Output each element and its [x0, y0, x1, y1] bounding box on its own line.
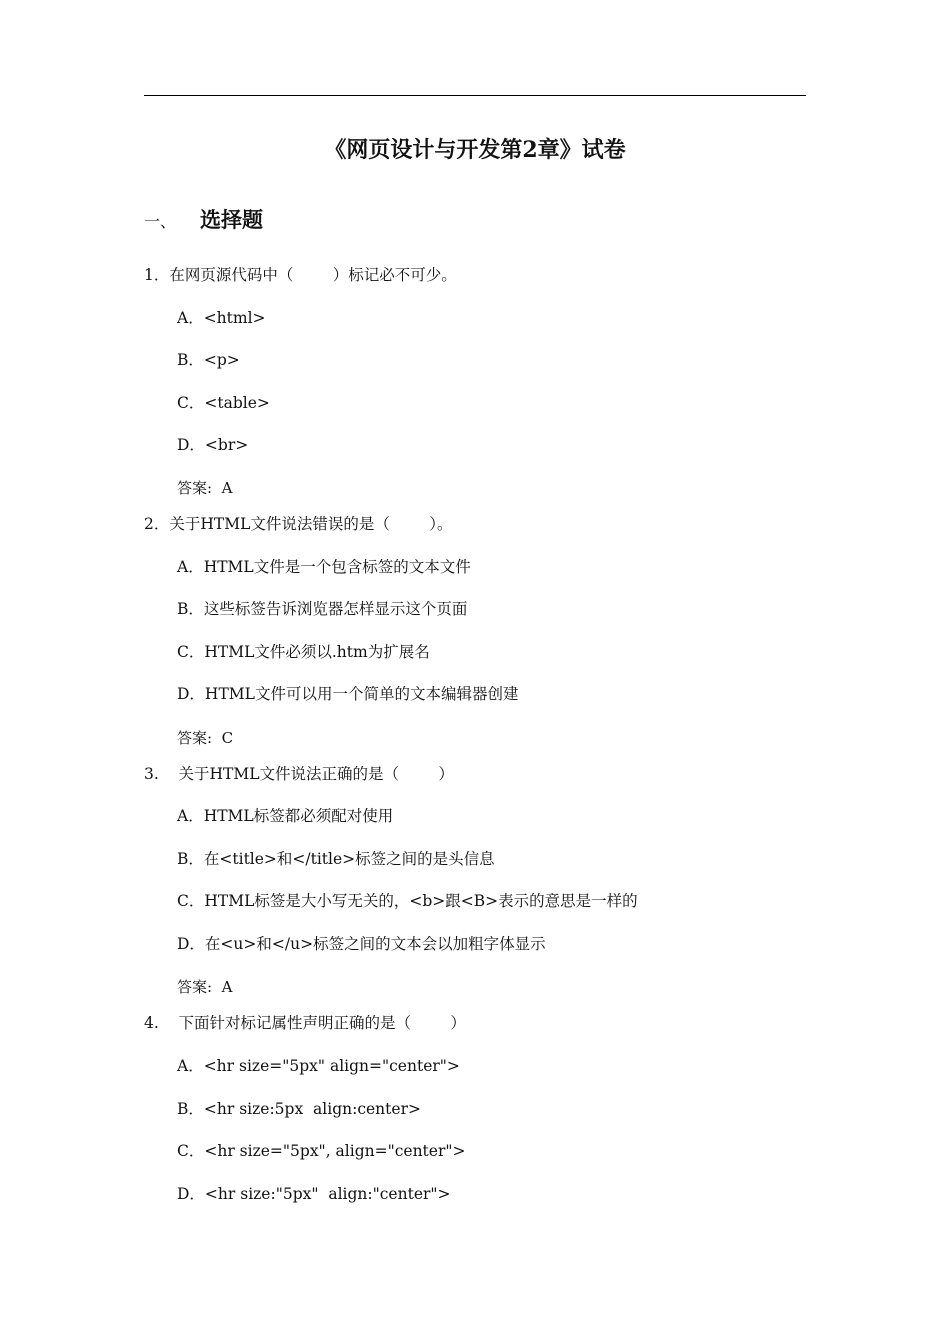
- question-answer: 答案: C: [177, 729, 234, 747]
- question-stem: 4. 下面针对标记属性声明正确的是（ ）: [144, 1014, 466, 1032]
- question-option: C．HTML文件必须以.htm为扩展名: [177, 643, 430, 661]
- question-option: A．HTML标签都必须配对使用: [177, 807, 394, 825]
- question-option: A．<hr size="5px" align="center">: [177, 1057, 460, 1075]
- question-option: C．<table>: [177, 394, 270, 412]
- question-stem: 1．在网页源代码中（ ）标记必不可少。: [144, 266, 457, 284]
- question-stem: 3. 关于HTML文件说法正确的是（ ）: [144, 765, 454, 783]
- header-rule: [144, 95, 806, 96]
- question-option: B．在<title>和</title>标签之间的是头信息: [177, 850, 495, 868]
- question-option: C．<hr size="5px", align="center">: [177, 1142, 466, 1160]
- question-stem: 2．关于HTML文件说法错误的是（ ）。: [144, 515, 453, 533]
- question-option: A．<html>: [177, 309, 266, 327]
- section-heading: [144, 204, 263, 236]
- question-option: B．<hr size:5px align:center>: [177, 1100, 421, 1118]
- question-option: C．HTML标签是大小写无关的，<b>跟<B>表示的意思是一样的: [177, 892, 638, 910]
- question-option: B．<p>: [177, 351, 240, 369]
- question-option: D．HTML文件可以用一个简单的文本编辑器创建: [177, 685, 519, 703]
- section-number: 一、: [144, 212, 177, 231]
- question-option: D．<hr size:"5px" align:"center">: [177, 1185, 451, 1203]
- question-answer: 答案: A: [177, 479, 233, 497]
- question-option: B．这些标签告诉浏览器怎样显示这个页面: [177, 600, 468, 618]
- section-label: 选择题: [200, 207, 263, 232]
- question-option: D．在<u>和</u>标签之间的文本会以加粗字体显示: [177, 935, 546, 953]
- question-answer: 答案: A: [177, 978, 233, 996]
- question-option: D．<br>: [177, 436, 249, 454]
- document-title: 《网页设计与开发第2章》试卷: [324, 137, 626, 163]
- question-option: A．HTML文件是一个包含标签的文本文件: [177, 558, 471, 576]
